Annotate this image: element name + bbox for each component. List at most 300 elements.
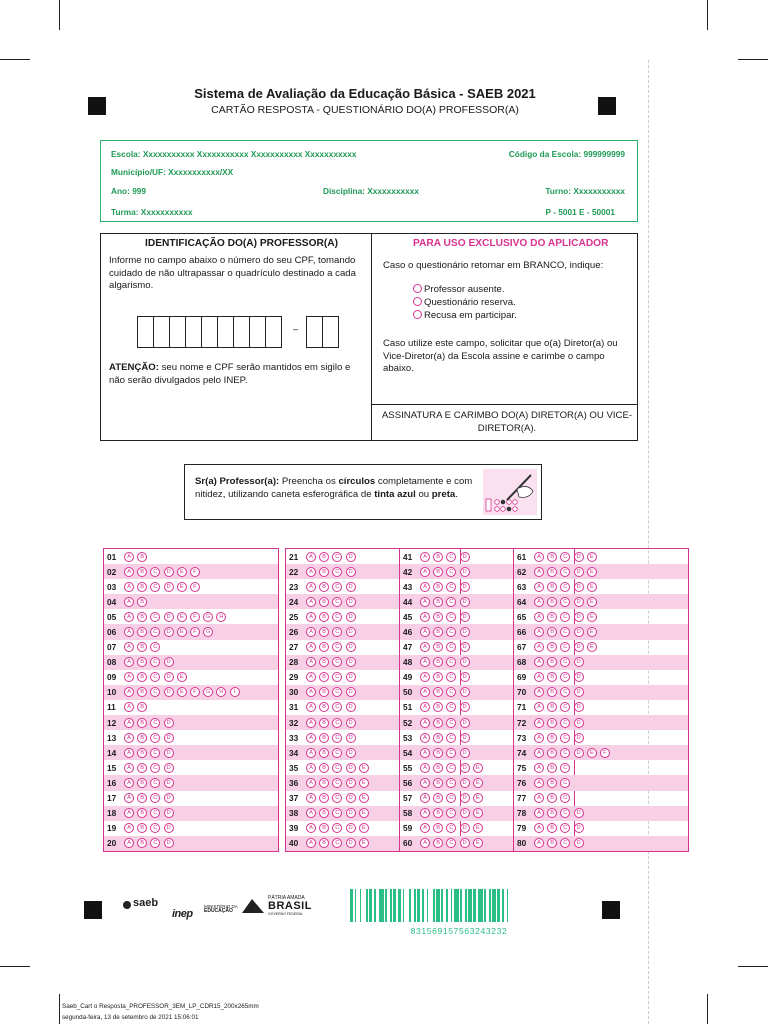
answer-bubble[interactable]: C [446,823,456,833]
answer-bubble[interactable]: A [420,718,430,728]
answer-bubble[interactable]: B [433,718,443,728]
answer-bubble[interactable]: D [164,612,174,622]
answer-bubble[interactable]: C [560,672,570,682]
answer-bubble[interactable]: A [534,567,544,577]
answer-bubble[interactable]: D [460,657,470,667]
answer-bubble[interactable]: B [547,657,557,667]
answer-bubble[interactable]: B [433,612,443,622]
answer-bubble[interactable]: E [359,793,369,803]
answer-bubble[interactable]: B [137,627,147,637]
answer-bubble[interactable]: D [346,748,356,758]
answer-bubble[interactable]: E [359,823,369,833]
answer-bubble[interactable]: D [574,702,584,712]
answer-bubble[interactable]: E [587,552,597,562]
answer-bubble[interactable]: A [306,687,316,697]
answer-bubble[interactable]: F [190,687,200,697]
answer-bubble[interactable]: E [587,748,597,758]
answer-bubble[interactable]: B [547,748,557,758]
answer-bubble[interactable]: C [446,657,456,667]
answer-bubble[interactable]: C [560,567,570,577]
answer-bubble[interactable]: D [460,763,470,773]
answer-bubble[interactable]: C [332,627,342,637]
answer-bubble[interactable]: C [332,748,342,758]
answer-bubble[interactable]: A [306,808,316,818]
answer-bubble[interactable]: B [547,672,557,682]
answer-bubble[interactable]: C [446,552,456,562]
answer-bubble[interactable]: A [534,582,544,592]
answer-bubble[interactable]: C [332,838,342,848]
answer-bubble[interactable]: C [332,702,342,712]
answer-bubble[interactable]: E [473,778,483,788]
answer-bubble[interactable]: A [306,567,316,577]
answer-bubble[interactable]: D [346,823,356,833]
answer-bubble[interactable]: B [433,672,443,682]
answer-bubble[interactable]: D [164,823,174,833]
answer-bubble[interactable]: C [446,567,456,577]
answer-bubble[interactable]: A [534,808,544,818]
answer-bubble[interactable]: E [473,823,483,833]
answer-bubble[interactable]: D [164,763,174,773]
answer-bubble[interactable]: D [346,702,356,712]
answer-bubble[interactable]: C [332,672,342,682]
cpf-check-boxes[interactable] [306,316,338,348]
answer-bubble[interactable]: A [420,597,430,607]
answer-bubble[interactable]: A [420,763,430,773]
answer-bubble[interactable]: A [534,627,544,637]
answer-bubble[interactable]: B [433,733,443,743]
answer-bubble[interactable]: D [164,808,174,818]
answer-bubble[interactable]: E [177,672,187,682]
answer-bubble[interactable]: C [446,748,456,758]
answer-bubble[interactable]: G [203,612,213,622]
answer-bubble[interactable]: C [332,733,342,743]
answer-bubble[interactable]: D [460,597,470,607]
answer-bubble[interactable]: A [420,627,430,637]
answer-bubble[interactable]: A [306,748,316,758]
answer-bubble[interactable]: B [547,552,557,562]
answer-bubble[interactable]: D [346,552,356,562]
answer-bubble[interactable]: D [460,718,470,728]
answer-bubble[interactable]: A [420,612,430,622]
answer-bubble[interactable]: A [420,793,430,803]
answer-bubble[interactable]: C [332,808,342,818]
answer-bubble[interactable]: A [420,778,430,788]
answer-bubble[interactable]: H [216,612,226,622]
answer-bubble[interactable]: A [420,823,430,833]
answer-bubble[interactable]: A [420,733,430,743]
answer-bubble[interactable]: D [574,657,584,667]
answer-bubble[interactable]: B [137,718,147,728]
answer-bubble[interactable]: C [332,763,342,773]
answer-bubble[interactable]: D [346,612,356,622]
answer-bubble[interactable]: D [574,627,584,637]
answer-bubble[interactable]: B [137,657,147,667]
answer-bubble[interactable]: E [587,567,597,577]
answer-bubble[interactable]: A [420,642,430,652]
answer-bubble[interactable]: B [547,702,557,712]
answer-bubble[interactable]: C [560,718,570,728]
answer-bubble[interactable]: B [547,597,557,607]
answer-bubble[interactable]: E [587,582,597,592]
answer-bubble[interactable]: B [547,612,557,622]
answer-bubble[interactable]: B [137,793,147,803]
answer-bubble[interactable]: A [534,657,544,667]
answer-bubble[interactable]: B [547,582,557,592]
answer-bubble[interactable]: B [137,838,147,848]
answer-bubble[interactable]: B [319,612,329,622]
answer-bubble[interactable]: B [433,823,443,833]
answer-bubble[interactable]: D [460,702,470,712]
answer-bubble[interactable]: B [319,763,329,773]
answer-bubble[interactable]: E [359,838,369,848]
answer-bubble[interactable]: D [164,582,174,592]
answer-bubble[interactable]: E [587,597,597,607]
answer-bubble[interactable]: C [446,838,456,848]
answer-bubble[interactable]: A [306,612,316,622]
answer-bubble[interactable]: B [137,672,147,682]
answer-bubble[interactable]: D [346,627,356,637]
answer-bubble[interactable]: C [150,657,160,667]
answer-bubble[interactable]: B [137,552,147,562]
answer-bubble[interactable]: C [560,763,570,773]
answer-bubble[interactable]: D [574,582,584,592]
answer-bubble[interactable]: A [306,552,316,562]
answer-bubble[interactable]: D [460,748,470,758]
answer-bubble[interactable]: C [560,808,570,818]
answer-bubble[interactable]: E [177,627,187,637]
answer-bubble[interactable]: C [332,642,342,652]
answer-bubble[interactable]: B [319,718,329,728]
answer-bubble[interactable]: D [574,672,584,682]
answer-bubble[interactable]: F [190,567,200,577]
answer-bubble[interactable]: A [534,552,544,562]
answer-bubble[interactable]: A [420,748,430,758]
answer-bubble[interactable]: B [319,672,329,682]
answer-bubble[interactable]: B [547,778,557,788]
answer-bubble[interactable]: B [319,627,329,637]
option-questionario-reserva[interactable]: Questionário reserva. [413,297,516,308]
answer-bubble[interactable]: D [460,567,470,577]
answer-bubble[interactable]: D [574,567,584,577]
answer-bubble[interactable]: D [346,733,356,743]
answer-bubble[interactable]: C [332,778,342,788]
answer-bubble[interactable]: B [137,733,147,743]
answer-bubble[interactable]: E [473,793,483,803]
answer-bubble[interactable]: D [574,687,584,697]
answer-bubble[interactable]: C [560,627,570,637]
answer-bubble[interactable]: A [306,642,316,652]
option-recusa[interactable]: Recusa em participar. [413,310,517,321]
radio-circle[interactable] [413,284,422,293]
answer-bubble[interactable]: A [306,582,316,592]
answer-bubble[interactable]: C [560,687,570,697]
answer-bubble[interactable]: A [306,657,316,667]
answer-bubble[interactable]: D [164,778,174,788]
answer-bubble[interactable]: A [534,642,544,652]
answer-bubble[interactable]: B [137,748,147,758]
answer-bubble[interactable]: A [124,748,134,758]
answer-bubble[interactable]: C [150,823,160,833]
answer-bubble[interactable]: A [124,672,134,682]
answer-bubble[interactable]: B [547,687,557,697]
answer-bubble[interactable]: D [574,808,584,818]
answer-bubble[interactable]: G [203,687,213,697]
answer-bubble[interactable]: D [164,567,174,577]
answer-bubble[interactable]: C [150,838,160,848]
answer-bubble[interactable]: C [150,567,160,577]
answer-bubble[interactable]: A [124,763,134,773]
answer-bubble[interactable]: E [473,763,483,773]
answer-bubble[interactable]: D [460,778,470,788]
answer-bubble[interactable]: B [319,838,329,848]
answer-bubble[interactable]: A [124,612,134,622]
answer-bubble[interactable]: A [124,793,134,803]
answer-bubble[interactable]: C [446,778,456,788]
answer-bubble[interactable]: C [150,582,160,592]
answer-bubble[interactable]: C [332,687,342,697]
answer-bubble[interactable]: F [600,748,610,758]
answer-bubble[interactable]: A [534,733,544,743]
answer-bubble[interactable]: B [319,808,329,818]
answer-bubble[interactable]: B [433,793,443,803]
answer-bubble[interactable]: B [433,657,443,667]
answer-bubble[interactable]: C [560,657,570,667]
answer-bubble[interactable]: C [332,552,342,562]
answer-bubble[interactable]: A [534,718,544,728]
answer-bubble[interactable]: D [164,672,174,682]
answer-bubble[interactable]: C [446,763,456,773]
answer-bubble[interactable]: B [547,627,557,637]
answer-bubble[interactable]: F [190,612,200,622]
answer-bubble[interactable]: C [446,672,456,682]
answer-bubble[interactable]: D [164,733,174,743]
answer-bubble[interactable]: C [446,808,456,818]
answer-bubble[interactable]: B [319,582,329,592]
answer-bubble[interactable]: B [137,567,147,577]
answer-bubble[interactable]: D [460,672,470,682]
answer-bubble[interactable]: B [547,567,557,577]
answer-bubble[interactable]: A [124,733,134,743]
answer-bubble[interactable]: B [547,808,557,818]
answer-bubble[interactable]: D [574,838,584,848]
answer-bubble[interactable]: C [560,778,570,788]
answer-bubble[interactable]: F [190,627,200,637]
answer-bubble[interactable]: A [306,702,316,712]
answer-bubble[interactable]: C [446,733,456,743]
answer-bubble[interactable]: C [332,597,342,607]
answer-bubble[interactable]: D [574,748,584,758]
answer-bubble[interactable]: D [574,642,584,652]
answer-bubble[interactable]: A [124,823,134,833]
answer-bubble[interactable]: A [420,582,430,592]
answer-bubble[interactable]: B [319,748,329,758]
answer-bubble[interactable]: A [306,733,316,743]
answer-bubble[interactable]: B [433,778,443,788]
answer-bubble[interactable]: C [560,552,570,562]
answer-bubble[interactable]: A [124,838,134,848]
answer-bubble[interactable]: D [164,718,174,728]
answer-bubble[interactable]: B [433,763,443,773]
answer-bubble[interactable]: A [534,597,544,607]
answer-bubble[interactable]: A [306,838,316,848]
answer-bubble[interactable]: B [433,597,443,607]
answer-bubble[interactable]: C [560,748,570,758]
answer-bubble[interactable]: C [150,672,160,682]
answer-bubble[interactable]: D [574,552,584,562]
answer-bubble[interactable]: D [460,793,470,803]
answer-bubble[interactable]: B [319,642,329,652]
answer-bubble[interactable]: D [346,718,356,728]
answer-bubble[interactable]: B [137,702,147,712]
answer-bubble[interactable]: C [560,642,570,652]
answer-bubble[interactable]: A [306,763,316,773]
answer-bubble[interactable]: C [332,582,342,592]
answer-bubble[interactable]: A [534,672,544,682]
answer-bubble[interactable]: D [346,642,356,652]
answer-bubble[interactable]: D [460,838,470,848]
answer-bubble[interactable]: E [587,627,597,637]
answer-bubble[interactable]: D [574,733,584,743]
answer-bubble[interactable]: B [137,642,147,652]
answer-bubble[interactable]: C [446,627,456,637]
answer-bubble[interactable]: C [332,612,342,622]
answer-bubble[interactable]: B [319,702,329,712]
answer-bubble[interactable]: D [460,823,470,833]
answer-bubble[interactable]: B [433,642,443,652]
answer-bubble[interactable]: D [164,793,174,803]
answer-bubble[interactable]: A [124,702,134,712]
answer-bubble[interactable]: C [560,733,570,743]
answer-bubble[interactable]: A [306,778,316,788]
answer-bubble[interactable]: C [560,793,570,803]
answer-bubble[interactable]: C [150,793,160,803]
answer-bubble[interactable]: E [177,687,187,697]
answer-bubble[interactable]: B [433,687,443,697]
answer-bubble[interactable]: D [460,612,470,622]
answer-bubble[interactable]: E [587,612,597,622]
answer-bubble[interactable]: C [332,567,342,577]
answer-bubble[interactable]: C [560,582,570,592]
answer-bubble[interactable]: C [446,612,456,622]
answer-bubble[interactable]: C [332,793,342,803]
answer-bubble[interactable]: A [420,552,430,562]
answer-bubble[interactable]: A [306,793,316,803]
answer-bubble[interactable]: H [216,687,226,697]
answer-bubble[interactable]: D [346,808,356,818]
answer-bubble[interactable]: B [433,552,443,562]
answer-bubble[interactable]: B [319,567,329,577]
answer-bubble[interactable]: E [359,778,369,788]
answer-bubble[interactable]: B [547,733,557,743]
cpf-boxes[interactable] [137,316,281,348]
answer-bubble[interactable]: A [124,718,134,728]
answer-bubble[interactable]: B [547,642,557,652]
answer-bubble[interactable]: E [177,612,187,622]
answer-bubble[interactable]: A [124,778,134,788]
answer-bubble[interactable]: C [446,582,456,592]
answer-bubble[interactable]: B [137,597,147,607]
answer-bubble[interactable]: B [319,657,329,667]
answer-bubble[interactable]: D [574,612,584,622]
answer-bubble[interactable]: D [574,597,584,607]
answer-bubble[interactable]: C [560,838,570,848]
answer-bubble[interactable]: A [534,687,544,697]
answer-bubble[interactable]: B [547,718,557,728]
answer-bubble[interactable]: C [150,733,160,743]
answer-bubble[interactable]: C [150,627,160,637]
answer-bubble[interactable]: D [346,567,356,577]
answer-bubble[interactable]: C [150,808,160,818]
answer-bubble[interactable]: D [460,808,470,818]
answer-bubble[interactable]: D [460,627,470,637]
answer-bubble[interactable]: B [547,838,557,848]
answer-bubble[interactable]: A [124,552,134,562]
answer-bubble[interactable]: D [460,582,470,592]
answer-bubble[interactable]: B [547,793,557,803]
answer-bubble[interactable]: B [547,823,557,833]
answer-bubble[interactable]: G [203,627,213,637]
answer-bubble[interactable]: A [420,672,430,682]
answer-bubble[interactable]: D [460,552,470,562]
answer-bubble[interactable]: D [346,793,356,803]
answer-bubble[interactable]: D [346,838,356,848]
answer-bubble[interactable]: A [306,597,316,607]
answer-bubble[interactable]: C [560,597,570,607]
answer-bubble[interactable]: D [460,687,470,697]
answer-bubble[interactable]: A [306,823,316,833]
answer-bubble[interactable]: E [473,808,483,818]
answer-bubble[interactable]: A [124,582,134,592]
answer-bubble[interactable]: C [560,823,570,833]
answer-bubble[interactable]: B [137,582,147,592]
answer-bubble[interactable]: A [124,627,134,637]
answer-bubble[interactable]: B [137,612,147,622]
answer-bubble[interactable]: B [319,687,329,697]
answer-bubble[interactable]: B [319,823,329,833]
answer-bubble[interactable]: B [137,763,147,773]
radio-circle[interactable] [413,297,422,306]
answer-bubble[interactable]: A [420,687,430,697]
answer-bubble[interactable]: B [137,823,147,833]
answer-bubble[interactable]: D [460,642,470,652]
answer-bubble[interactable]: B [433,748,443,758]
answer-bubble[interactable]: D [346,597,356,607]
answer-bubble[interactable]: D [346,672,356,682]
answer-bubble[interactable]: C [150,612,160,622]
answer-bubble[interactable]: A [124,687,134,697]
answer-bubble[interactable]: C [446,793,456,803]
answer-bubble[interactable]: A [124,597,134,607]
answer-bubble[interactable]: A [420,657,430,667]
answer-bubble[interactable]: C [150,748,160,758]
answer-bubble[interactable]: B [547,763,557,773]
answer-bubble[interactable]: B [137,778,147,788]
answer-bubble[interactable]: A [420,838,430,848]
answer-bubble[interactable]: E [177,582,187,592]
answer-bubble[interactable]: A [306,718,316,728]
answer-bubble[interactable]: C [446,642,456,652]
answer-bubble[interactable]: A [306,672,316,682]
answer-bubble[interactable]: C [150,718,160,728]
answer-bubble[interactable]: C [332,718,342,728]
answer-bubble[interactable]: C [446,687,456,697]
answer-bubble[interactable]: E [587,642,597,652]
answer-bubble[interactable]: D [574,718,584,728]
answer-bubble[interactable]: A [420,702,430,712]
answer-bubble[interactable]: B [433,582,443,592]
answer-bubble[interactable]: D [164,687,174,697]
answer-bubble[interactable]: C [332,657,342,667]
